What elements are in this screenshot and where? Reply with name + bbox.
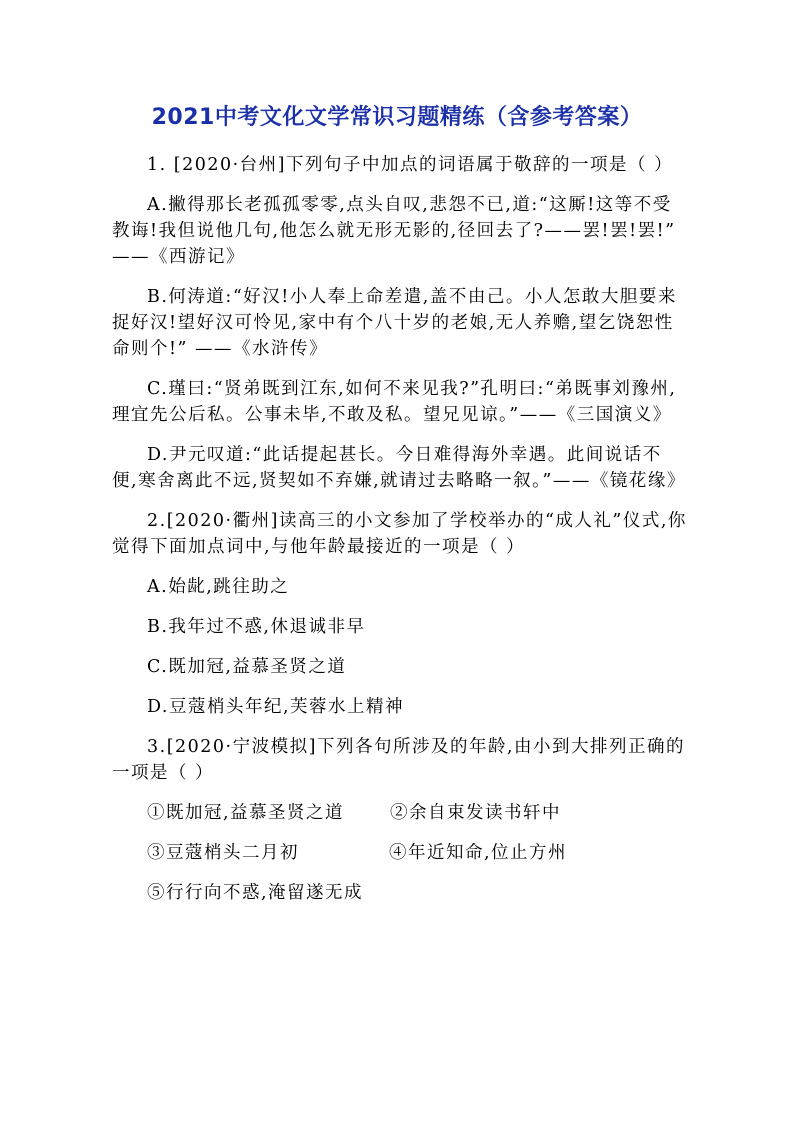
question-2-option-d: D.豆蔻梢头年纪,芙蓉水上精神 <box>147 697 405 717</box>
question-3-item-2: ②余自束发读书轩中 <box>390 803 561 823</box>
question-1-option-b: B.何涛道:“好汉!小人奉上命差遣,盖不由己。小人怎敢大胆要来捉好汉!望好汉可怜见,家中有个八十岁的老娘,无人养赡,望乞饶恕性命则个!” ——《水浒传》 <box>112 287 677 359</box>
question-3-stem: 3.[2020·宁波模拟]下列各句所涉及的年龄,由小到大排列正确的一项是（ ） <box>112 737 686 783</box>
question-1-option-d: D.尹元叹道:“此话提起甚长。今日难得海外幸遇。此间说话不便,寒舍离此不远,贤契如不弃嫌,就请过去略略一叙。”——《镜花缘》 <box>112 445 686 491</box>
question-2-option-b: B.我年过不惑,休退诚非早 <box>147 617 366 637</box>
question-3-item-3: ③豆蔻梢头二月初 <box>147 843 299 863</box>
document-title: 2021中考文化文学常识习题精练（含参考答案） <box>151 105 643 130</box>
question-1-stem: 1. [2020·台州]下列句子中加点的词语属于敬辞的一项是（ ） <box>147 155 674 175</box>
question-3-item-5: ⑤行行向不惑,淹留遂无成 <box>147 883 364 903</box>
question-1-option-c: C.瑾曰:“贤弟既到江东,如何不来见我?”孔明曰:“弟既事刘豫州,理宜先公后私。公事未毕,不敢及私。望兄见谅。”——《三国演义》 <box>112 379 677 425</box>
question-2-stem: 2.[2020·衢州]读高三的小文参加了学校举办的“成人礼”仪式,你觉得下面加点词中,与他年龄最接近的一项是（ ） <box>112 511 687 557</box>
question-3-item-1: ①既加冠,益慕圣贤之道 <box>147 803 345 823</box>
document-body <box>112 152 687 920</box>
question-3-row-1 <box>112 800 687 826</box>
question-1-option-a: A.撇得那长老孤孤零零,点头自叹,悲怨不已,道:“这厮!这等不受教诲!我但说他几句,他怎么就无形无影的,径回去了?——罢!罢!罢!” ——《西游记》 <box>112 195 676 267</box>
question-2-option-c: C.既加冠,益慕圣贤之道 <box>147 657 347 677</box>
question-3-row-3 <box>112 880 687 906</box>
question-3-row-2 <box>112 840 687 866</box>
question-3-item-4: ④年近知命,位止方州 <box>389 843 568 863</box>
question-2-option-a: A.始龀,跳往助之 <box>147 577 290 597</box>
